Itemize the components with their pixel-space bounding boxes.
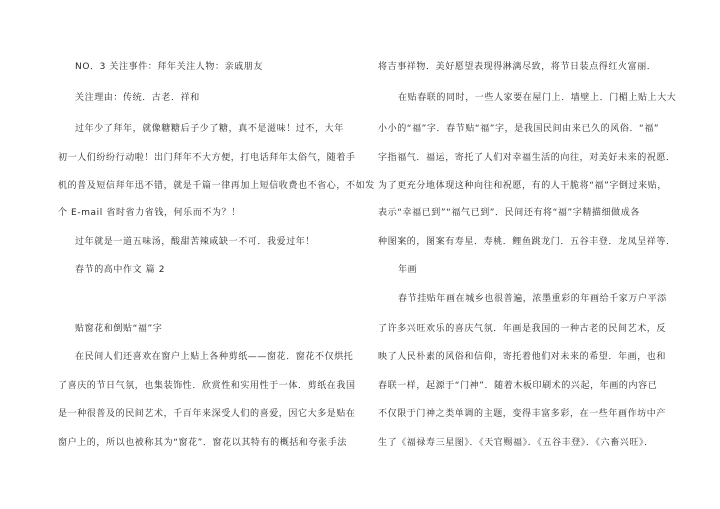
text-line: 春节挂贴年画在城乡也很普遍，浓墨重彩的年画给千家万户平添 bbox=[398, 294, 667, 304]
text-line: 过年就是一道五味汤，酸甜苦辣咸缺一不可．我爱过年！ bbox=[75, 237, 316, 247]
text-line: 种图案的，图案有寿星．寿桃．鲤鱼跳龙门．五谷丰登．龙凤呈祥等． bbox=[378, 237, 676, 247]
text-line: 春联一样，起源于“门神”．随着木板印刷术的兴起，年画的内容已 bbox=[378, 381, 658, 391]
text-line: 表示“幸福已到”“福气已到”．民间还有将“福”字精描细做成各 bbox=[378, 208, 640, 218]
text-line: 过年少了拜年，就像糖糖后子少了糖，真不是滋味！过不，大年 bbox=[75, 124, 344, 134]
text-line: 字指福气．福运，寄托了人们对幸福生活的向往，对美好未来的祝愿． bbox=[378, 153, 676, 163]
text-line: 将吉事祥物．美好愿望表现得淋漓尽致，将节日装点得红火富丽． bbox=[378, 62, 657, 72]
text-line: 在民间人们还喜欢在窗户上贴上各种剪纸——窗花．窗花不仅烘托 bbox=[75, 352, 354, 362]
text-line: 生了《福禄寿三星图》．《天官赐福》．《五谷丰登》．《六畜兴旺》． bbox=[378, 438, 654, 448]
text-line: 是一种很普及的民间艺术，千百年来深受人们的喜爱，因它大多是贴在 bbox=[58, 409, 356, 419]
text-line: 为了更充分地体现这种向往和祝愿，有的人干脆将“福”字倒过来贴， bbox=[378, 181, 667, 191]
text-line: 映了人民朴素的风俗和信仰，寄托着他们对未来的希望．年画，也和 bbox=[378, 352, 667, 362]
text-line: 了许多兴旺欢乐的喜庆气氛．年画是我国的一种古老的民间艺术，反 bbox=[378, 324, 667, 334]
text-line: 窗户上的，所以也被称其为“窗花”．窗花以其特有的概括和夸张手法 bbox=[58, 438, 347, 448]
text-line: 机的普及短信拜年迅不错，就是千篇一律再加上短信收费也不省心，不如发 bbox=[58, 181, 375, 191]
text-line: 了喜庆的节日气氛，也集装饰性．欣赏性和实用性于一体．剪纸在我国 bbox=[58, 381, 356, 391]
section-heading: 年画 bbox=[398, 265, 418, 275]
text-line: 在贴春联的同时，一些人家要在屋门上．墙壁上．门楣上贴上大大 bbox=[398, 93, 677, 103]
section-heading: 贴窗花和倒贴“福”字 bbox=[75, 324, 163, 334]
text-line: 初一人们纷纷行动啦！出门拜年不大方便，打电话拜年太俗气，随着手 bbox=[58, 153, 356, 163]
article-title: 春节的高中作文 篇 2 bbox=[75, 265, 166, 275]
text-line: NO．3 关注事件：拜年关注人物：亲戚朋友 bbox=[75, 62, 264, 72]
text-line: 关注理由：传统．古老．祥和 bbox=[75, 93, 200, 103]
text-line: 个 E-mail 省时省力省钱，何乐而不为？！ bbox=[58, 208, 241, 218]
text-line: 不仅限于门神之类单调的主题，变得丰富多彩，在一些年画作坊中产 bbox=[378, 409, 667, 419]
text-line: 小小的“福”字．春节贴“福”字，是我国民间由来已久的风俗．“福” bbox=[378, 124, 660, 134]
